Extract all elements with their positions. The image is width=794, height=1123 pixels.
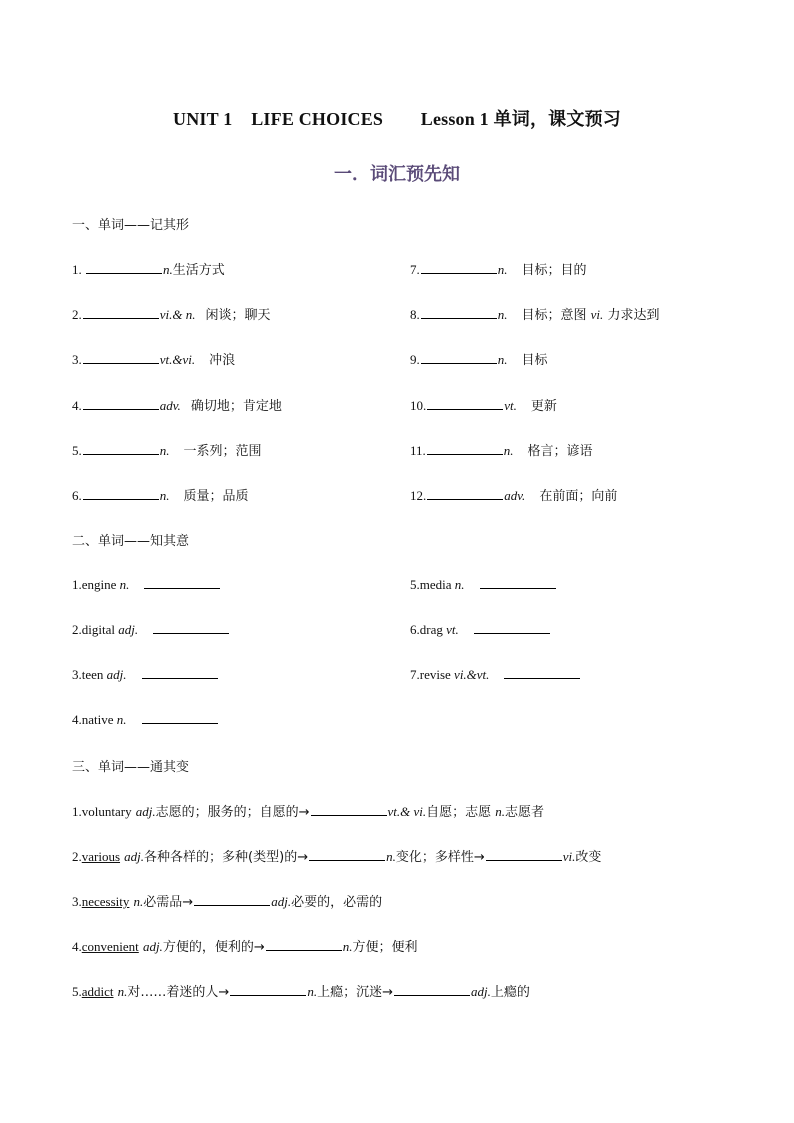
s3-item-2: 2.various adj.各种各样的；多种(类型)的→ n.变化；多样性→ vi.改变 [72,849,602,865]
answer-blank[interactable] [309,847,385,861]
s2-item-6: 6.drag vt. [410,620,551,638]
answer-blank[interactable] [427,486,503,500]
answer-blank[interactable] [83,305,159,319]
s1-item-12: 12. adv. 在前面；向前 [410,488,618,504]
answer-blank[interactable] [83,350,159,364]
s1-item-4: 4. adv. 确切地；肯定地 [72,398,282,414]
s1-item-6: 6. n. 质量；品质 [72,488,249,504]
s3-item-4: 4.convenient adj.方便的，便利的→ n.方便；便利 [72,939,418,955]
answer-blank[interactable] [504,665,580,679]
answer-blank[interactable] [486,847,562,861]
s2-item-7: 7.revise vi.&vt. [410,665,581,683]
answer-blank[interactable] [86,260,162,274]
answer-blank[interactable] [480,575,556,589]
s2-item-1: 1.engine n. [72,575,221,593]
page-title: UNIT 1 LIFE CHOICES Lesson 1 单词，课文预习 [173,109,621,129]
answer-blank[interactable] [194,892,270,906]
section3-heading: 三、单词——通其变 [72,760,190,775]
s1-item-5: 5. n. 一系列；范围 [72,443,262,459]
s2-item-5: 5.media n. [410,575,557,593]
answer-blank[interactable] [83,396,159,410]
answer-blank[interactable] [83,441,159,455]
answer-blank[interactable] [230,982,306,996]
answer-blank[interactable] [421,350,497,364]
answer-blank[interactable] [394,982,470,996]
answer-blank[interactable] [421,305,497,319]
s2-item-3: 3.teen adj. [72,665,219,683]
s3-item-5: 5.addict n.对……着迷的人→ n.上瘾；沉迷→ adj.上瘾的 [72,984,530,1000]
s1-item-1: 1. n.生活方式 [72,262,225,278]
answer-blank[interactable] [153,620,229,634]
section1-heading: 一、单词——记其形 [72,218,190,233]
section2-heading: 二、单词——知其意 [72,534,190,549]
answer-blank[interactable] [427,441,503,455]
s3-item-3: 3.necessity n.必需品→ adj.必要的，必需的 [72,894,383,910]
s1-item-2: 2. vi.& n. 闲谈；聊天 [72,307,271,323]
answer-blank[interactable] [266,937,342,951]
answer-blank[interactable] [142,665,218,679]
s1-item-9: 9. n. 目标 [410,352,548,368]
answer-blank[interactable] [427,396,503,410]
s1-item-8: 8. n. 目标；意图 vi. 力求达到 [410,307,660,323]
answer-blank[interactable] [474,620,550,634]
answer-blank[interactable] [421,260,497,274]
s3-item-1: 1.voluntary adj.志愿的；服务的；自愿的→ vt.& vi.自愿；志愿 n.志愿者 [72,804,545,820]
s1-item-11: 11. n. 格言；谚语 [410,443,593,459]
answer-blank[interactable] [83,486,159,500]
section-title: 一．词汇预先知 [334,164,460,185]
s1-item-3: 3. vt.&vi. 冲浪 [72,352,236,368]
s1-item-7: 7. n. 目标；目的 [410,262,587,278]
answer-blank[interactable] [311,802,387,816]
answer-blank[interactable] [144,575,220,589]
s2-item-2: 2.digital adj. [72,620,230,638]
answer-blank[interactable] [142,710,218,724]
s1-item-10: 10. vt. 更新 [410,398,557,414]
s2-item-4: 4.native n. [72,710,219,728]
